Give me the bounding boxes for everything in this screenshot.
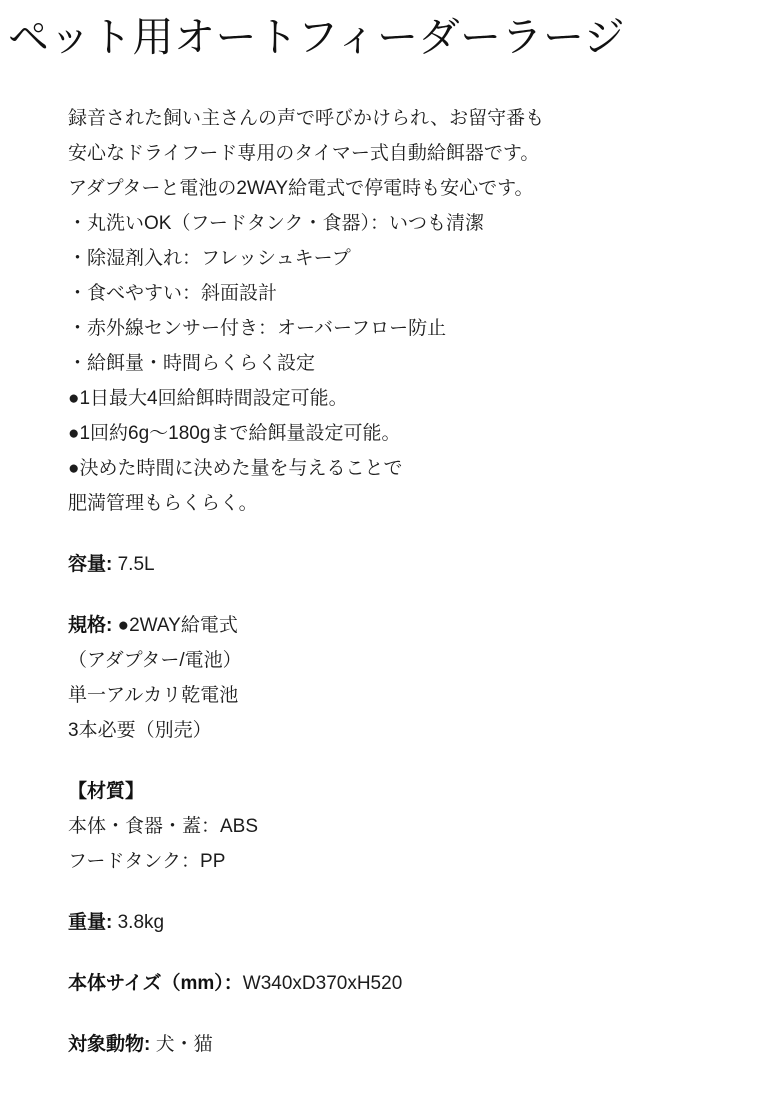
spec-value: 3.8kg — [112, 912, 165, 934]
spec-extra-line: 本体・食器・蓋：ABS — [68, 816, 259, 838]
spec-value: 7.5L — [112, 554, 155, 576]
spec-label: 容量: — [68, 554, 113, 576]
description-line: アダプターと電池の2WAY給電式で停電時も安心です。 — [68, 178, 534, 200]
description-line: ・食べやすい：斜面設計 — [68, 283, 278, 305]
description-body — [68, 101, 708, 1062]
spec-label: 【材質】 — [68, 781, 145, 803]
description-line: ●1回約6g〜180gまで給餌量設定可能。 — [68, 423, 401, 445]
spec-target-animal — [68, 1027, 708, 1062]
description-line: ・除湿剤入れ：フレッシュキープ — [68, 248, 351, 270]
spec-standard — [68, 608, 708, 748]
spec-value: 犬・猫 — [150, 1034, 213, 1056]
description-line: ・給餌量・時間らくらく設定 — [68, 353, 316, 375]
spec-label: 対象動物: — [68, 1034, 151, 1056]
spec-extra-line: （アダプター/電池） — [68, 650, 242, 672]
spec-label: 本体サイズ（mm）： — [68, 973, 243, 995]
spec-value: W340xD370xH520 — [242, 973, 403, 995]
spec-extra-line: 単一アルカリ乾電池 — [68, 685, 239, 707]
description-line: 肥満管理もらくらく。 — [68, 493, 258, 515]
page-title: ペット用オートフィーダーラージ — [8, 14, 626, 60]
spec-label: 重量: — [68, 912, 113, 934]
description-line: 安心なドライフード専用のタイマー式自動給餌器です。 — [68, 143, 540, 165]
spec-material — [68, 774, 708, 879]
spec-extra-line: 3本必要（別売） — [68, 720, 212, 742]
description-paragraph — [68, 101, 708, 521]
spec-capacity — [68, 547, 708, 582]
description-line: ・赤外線センサー付き：オーバーフロー防止 — [68, 318, 447, 340]
spec-dimensions — [68, 966, 708, 1001]
spec-value: ●2WAY給電式 — [112, 615, 238, 637]
description-line: ●1日最大4回給餌時間設定可能。 — [68, 388, 348, 410]
description-line: 録音された飼い主さんの声で呼びかけられ、お留守番も — [68, 108, 545, 130]
spec-extra-line: フードタンク：PP — [68, 851, 226, 873]
spec-label: 規格: — [68, 615, 113, 637]
product-description-page — [0, 14, 767, 1094]
spec-weight — [68, 905, 708, 940]
description-line: ・丸洗いOK（フードタンク・食器）：いつも清潔 — [68, 213, 485, 235]
description-line: ●決めた時間に決めた量を与えることで — [68, 458, 403, 480]
